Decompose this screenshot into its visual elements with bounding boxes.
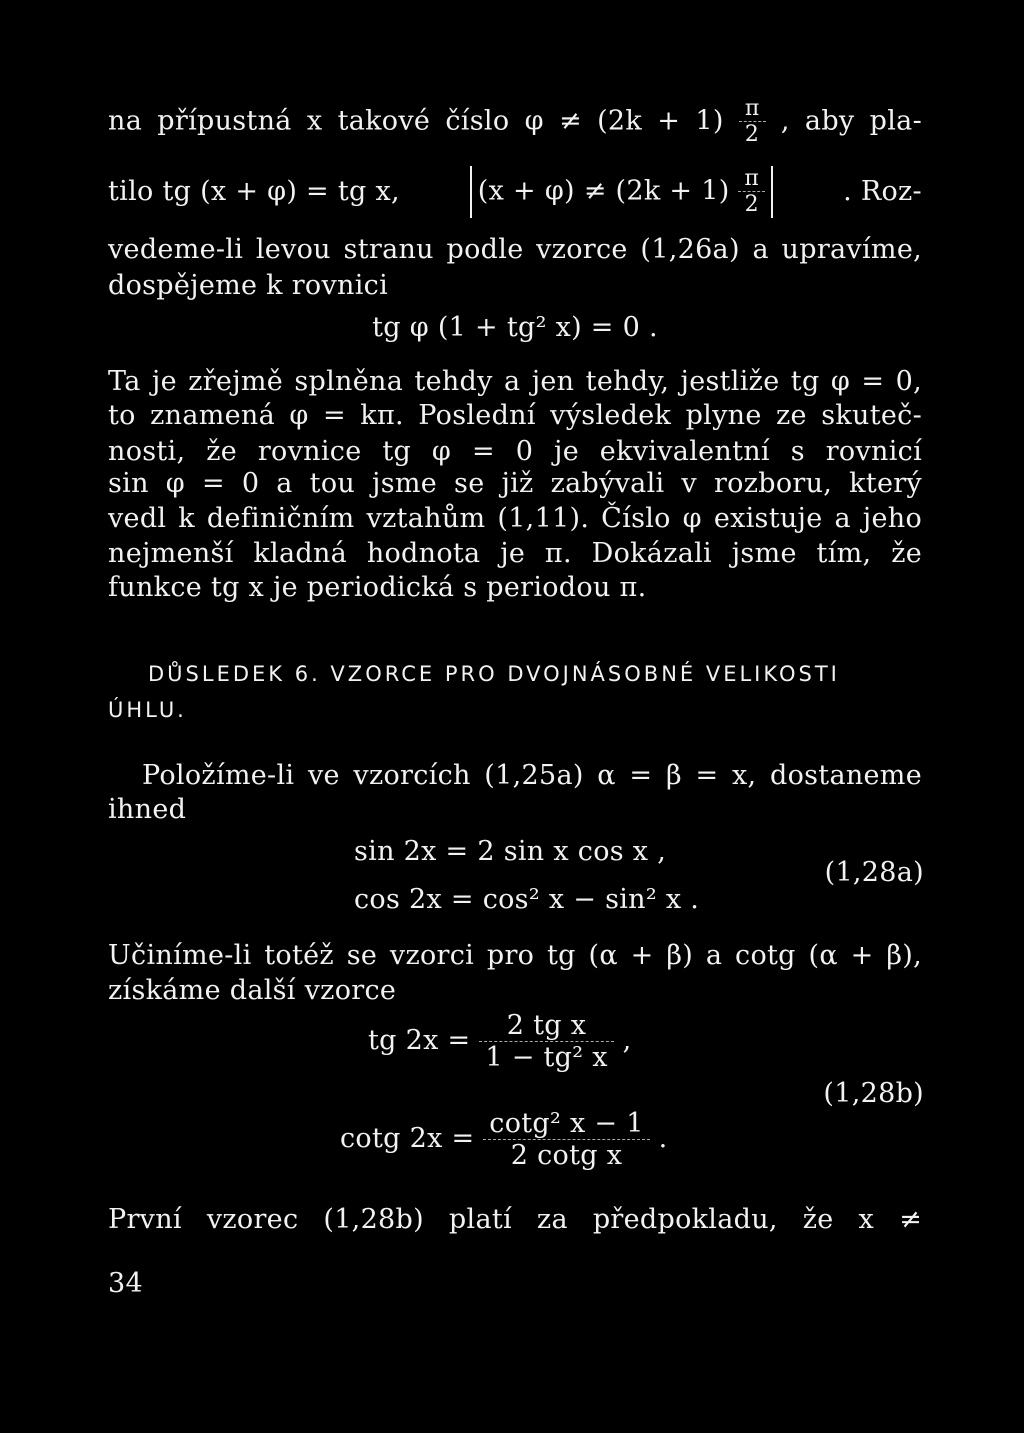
text-line-1-end: , aby pla- [780,105,923,137]
text-line-3: vedeme-li levou stranu podle vzorce (1,26a) a upravíme, [108,234,922,265]
fraction-numerator: π [744,96,760,121]
para2-line-3: nosti, že rovnice tg φ = 0 je ekvivalentní s rovnicí [108,436,922,467]
absolute-value-condition [470,166,773,218]
page-number: 34 [108,1268,143,1299]
para4-line-2: získáme další vzorce [108,975,397,1006]
equation-cos2x: cos 2x = cos² x − sin² x . [354,884,700,915]
cotg2x-lhs: cotg 2x = [340,1123,475,1155]
para4-line-1: Učiníme-li totéž se vzorci pro tg (α + β) a cotg (α + β), [108,940,922,971]
equation-tg-phi: tg φ (1 + tg² x) = 0 . [372,312,658,343]
para2-line-7: funkce tg x je periodická s periodou π. [108,572,647,603]
text-line-2 [108,166,922,218]
pi-over-2-fraction-2 [738,166,765,218]
tg2x-lhs: tg 2x = [368,1025,471,1057]
section-heading: DŮSLEDEK 6. VZORCE PRO DVOJNÁSOBNÉ VELIKOSTI [148,662,840,686]
cotg2x-end: . [658,1123,668,1155]
text-line-2-end: . Roz- [843,176,922,208]
condition-text: (x + φ) ≠ (2k + 1) [477,175,730,207]
last-text-line: První vzorec (1,28b) platí za předpokladu, že x ≠ [108,1204,922,1235]
text-line-1-main: na přípustná x takové číslo φ ≠ (2k + 1) [108,105,724,137]
cotg2x-numerator: cotg² x − 1 [489,1108,644,1139]
equation-tg2x [368,1010,788,1073]
pi-over-2-fraction [739,96,766,148]
para2-line-2: to znamená φ = kπ. Poslední výsledek plyne ze skuteč- [108,400,922,431]
para2-line-1: Ta je zřejmě splněna tehdy a jen tehdy, jestliže tg φ = 0, [108,366,922,397]
tg2x-fraction [479,1010,613,1073]
para2-line-4: sin φ = 0 a tou jsme se již zabývali v rozboru, který [108,468,922,499]
text-line-1 [108,96,922,148]
tg2x-numerator: 2 tg x [506,1010,587,1041]
para2-line-5: vedl k definičním vztahům (1,11). Číslo φ existuje a jeho [108,503,922,534]
tg2x-denominator: 1 − tg² x [479,1041,613,1073]
fraction-denominator-2: 2 [738,191,765,217]
cotg2x-denominator: 2 cotg x [483,1139,649,1171]
para2-line-6: nejmenší kladná hodnota je π. Dokázali jsme tím, že [108,538,922,569]
equation-number-a: (1,28a) [824,857,924,888]
equation-number-b: (1,28b) [823,1078,924,1109]
para3-line-2: ihned [108,794,187,825]
text-line-4: dospějeme k rovnici [108,270,389,301]
tg2x-end: , [622,1025,632,1057]
text-line-2-start: tilo tg (x + φ) = tg x, [108,176,400,208]
equation-sin2x: sin 2x = 2 sin x cos x , [354,836,667,867]
fraction-denominator: 2 [739,121,766,147]
para3-line-1: Položíme-li ve vzorcích (1,25a) α = β = x, dostaneme [142,760,922,791]
cotg2x-fraction [483,1108,649,1171]
section-heading-cont: ÚHLU. [108,698,187,722]
equation-cotg2x [340,1108,780,1171]
fraction-numerator-2: π [744,166,760,191]
